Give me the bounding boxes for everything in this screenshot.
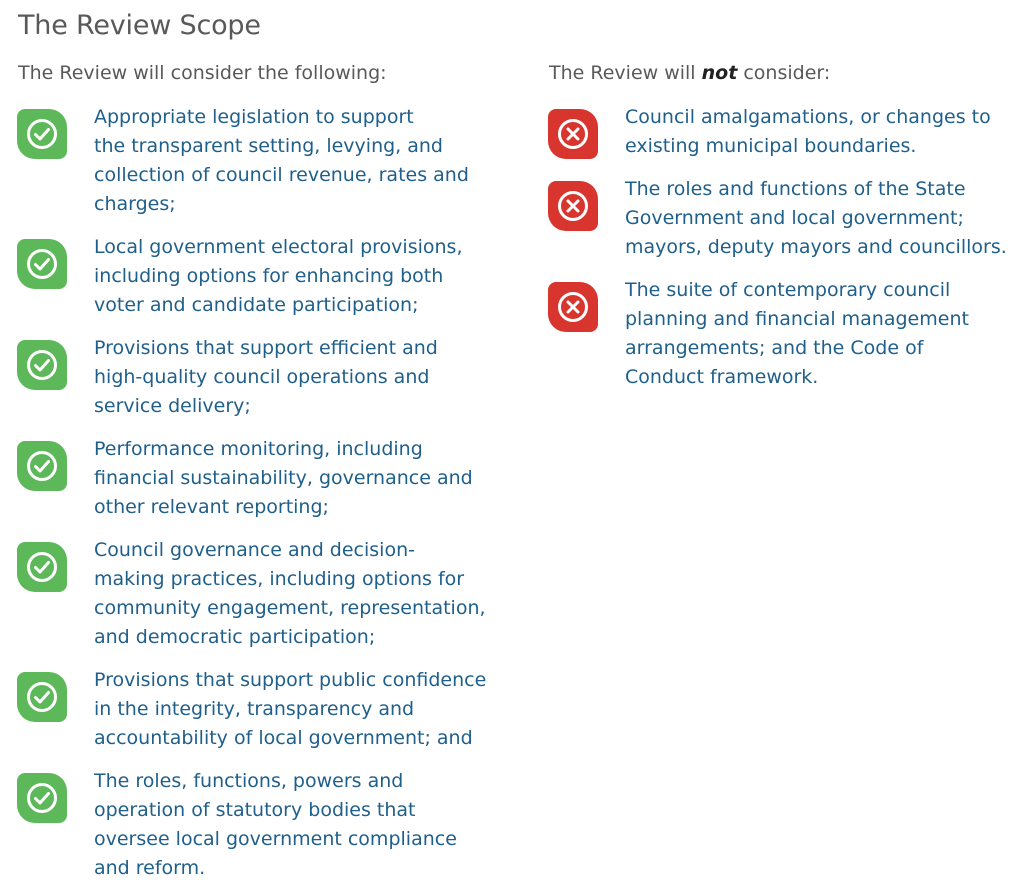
x-circle-icon: [548, 109, 598, 159]
item-line: service delivery;: [94, 395, 251, 417]
item-line: accountability of local government; and: [94, 727, 473, 749]
not-consider-heading-before: The Review will: [549, 62, 702, 84]
item-line: making practices, including options for: [94, 568, 465, 590]
item-line: The suite of contemporary council: [625, 279, 951, 301]
item-line: existing municipal boundaries.: [625, 135, 917, 157]
item-line: arrangements; and the Code of: [625, 337, 924, 359]
item-line: charges;: [94, 193, 176, 215]
item-line: including options for enhancing both: [94, 265, 444, 287]
item-line: community engagement, representation,: [94, 597, 486, 619]
item-line: collection of council revenue, rates and: [94, 164, 469, 186]
item-line: mayors, deputy mayors and councillors.: [625, 236, 1007, 258]
item-line: Provisions that support public confidence: [94, 669, 487, 691]
item-line: Council governance and decision-: [94, 539, 415, 561]
item-line: Council amalgamations, or changes to: [625, 106, 991, 128]
x-circle-icon: [548, 282, 598, 332]
check-circle-icon: [17, 672, 67, 722]
check-circle-icon: [17, 239, 67, 289]
item-line: Performance monitoring, including: [94, 438, 423, 460]
check-circle-icon: [17, 109, 67, 159]
x-circle-icon: [548, 181, 598, 231]
not-consider-heading-after: consider:: [737, 62, 831, 84]
check-circle-icon: [17, 441, 67, 491]
page-title: The Review Scope: [18, 10, 261, 41]
item-line: oversee local government compliance: [94, 828, 457, 850]
item-line: in the integrity, transparency and: [94, 698, 415, 720]
check-circle-icon: [17, 340, 67, 390]
item-line: planning and financial management: [625, 308, 969, 330]
item-line: Provisions that support efficient and: [94, 337, 438, 359]
check-circle-icon: [17, 542, 67, 592]
item-line: Conduct framework.: [625, 366, 819, 388]
not-consider-heading: [549, 62, 830, 84]
check-circle-icon: [17, 773, 67, 823]
item-line: financial sustainability, governance and: [94, 467, 473, 489]
item-line: other relevant reporting;: [94, 496, 329, 518]
not-consider-heading-emphasis: not: [701, 62, 738, 84]
item-line: Government and local government;: [625, 207, 964, 229]
consider-heading: The Review will consider the following:: [18, 62, 387, 84]
item-line: operation of statutory bodies that: [94, 799, 416, 821]
item-line: The roles, functions, powers and: [94, 770, 404, 792]
item-line: Local government electoral provisions,: [94, 236, 463, 258]
item-line: and reform.: [94, 857, 206, 879]
item-line: high-quality council operations and: [94, 366, 430, 388]
item-line: the transparent setting, levying, and: [94, 135, 443, 157]
item-line: and democratic participation;: [94, 626, 376, 648]
item-line: Appropriate legislation to support: [94, 106, 414, 128]
item-line: voter and candidate participation;: [94, 294, 419, 316]
item-line: The roles and functions of the State: [625, 178, 966, 200]
